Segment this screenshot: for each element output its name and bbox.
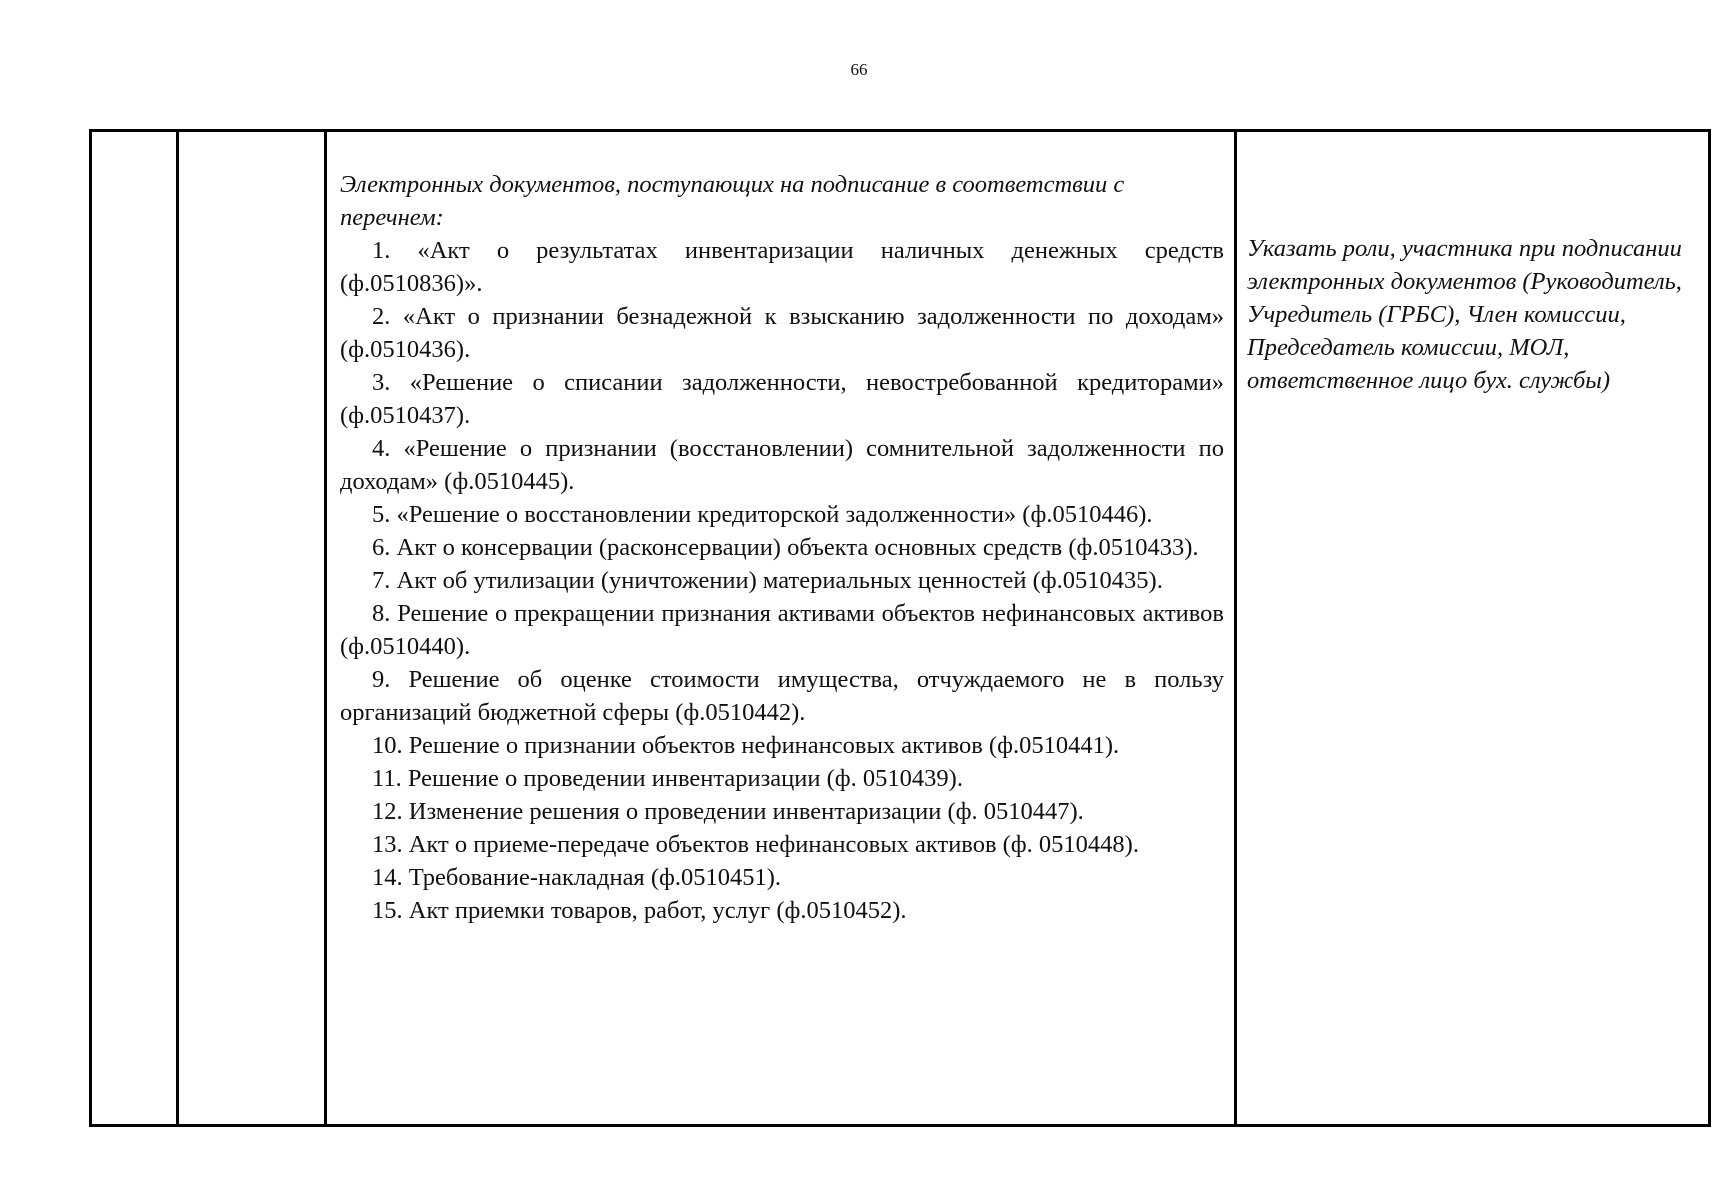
list-item: 5. «Решение о восстановлении кредиторской задолженности» (ф.0510446).	[372, 501, 1153, 528]
roles-note: Указать роли, участника при подписании электронных документов (Руководитель, Учредитель (ГРБС), Член комиссии, Председатель комиссии, МОЛ, ответственное лицо бух. службы)	[1247, 235, 1682, 394]
list-item: 4. «Решение о признании (восстановлении) сомнительной задолженности по доходам» (ф.0510445).	[340, 435, 1224, 495]
list-item: 11. Решение о проведении инвентаризации (ф. 0510439).	[372, 765, 963, 792]
document-list-cell	[326, 131, 1236, 1126]
empty-cell-1	[91, 131, 178, 1126]
document-table	[89, 129, 1711, 1127]
document-list	[340, 234, 1224, 927]
list-item: 12. Изменение решения о проведении инвентаризации (ф. 0510447).	[372, 798, 1084, 825]
table-row	[91, 131, 1710, 1126]
list-intro: Электронных документов, поступающих на подписание в соответствии с перечнем:	[340, 171, 1125, 231]
list-item: 13. Акт о приеме-передаче объектов нефинансовых активов (ф. 0510448).	[372, 831, 1139, 858]
list-item: 1. «Акт о результатах инвентаризации наличных денежных средств (ф.0510836)».	[340, 237, 1224, 297]
list-item: 3. «Решение о списании задолженности, невостребованной кредиторами» (ф.0510437).	[340, 369, 1224, 429]
list-item: 6. Акт о консервации (расконсервации) объекта основных средств (ф.0510433).	[372, 534, 1199, 561]
page-number: 66	[850, 60, 868, 79]
list-item: 7. Акт об утилизации (уничтожении) материальных ценностей (ф.0510435).	[372, 567, 1163, 594]
roles-note-cell	[1236, 131, 1710, 1126]
list-item: 15. Акт приемки товаров, работ, услуг (ф.0510452).	[372, 897, 907, 924]
list-item: 2. «Акт о признании безнадежной к взысканию задолженности по доходам» (ф.0510436).	[340, 303, 1224, 363]
list-item: 9. Решение об оценке стоимости имущества, отчуждаемого не в пользу организаций бюджетной сферы (ф.0510442).	[340, 666, 1224, 726]
empty-cell-2	[178, 131, 326, 1126]
list-item: 14. Требование-накладная (ф.0510451).	[372, 864, 782, 891]
list-item: 8. Решение о прекращении признания активами объектов нефинансовых активов (ф.0510440).	[340, 600, 1224, 660]
list-item: 10. Решение о признании объектов нефинансовых активов (ф.0510441).	[372, 732, 1120, 759]
